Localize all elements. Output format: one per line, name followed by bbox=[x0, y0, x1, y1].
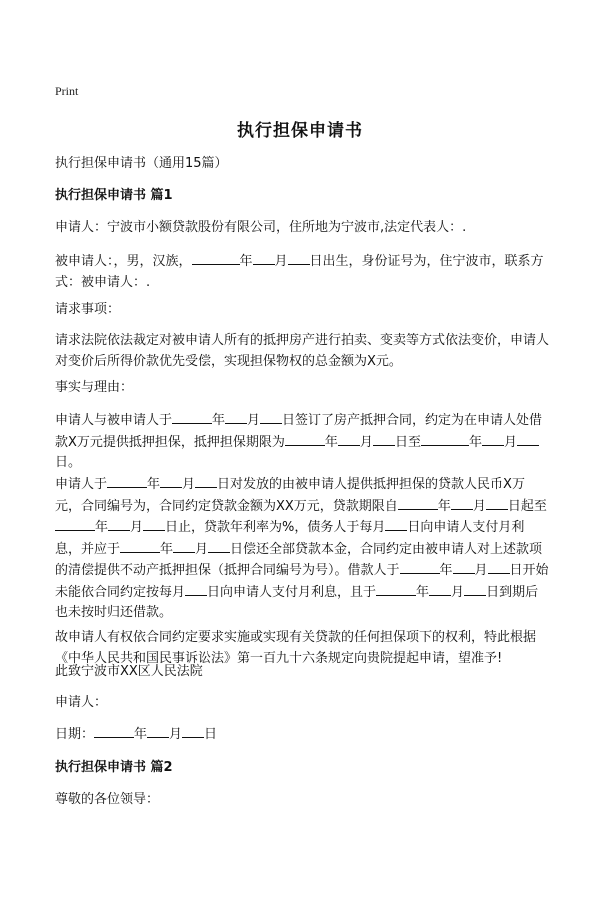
blank-field[interactable] bbox=[143, 517, 165, 531]
blank-field[interactable] bbox=[453, 560, 475, 574]
text-fragment: 年 bbox=[439, 563, 453, 578]
text-fragment: 月 bbox=[472, 498, 486, 514]
conclusion-paragraph: 故申请人有权依合同约定要求实施或实现有关贷款的任何担保项下的权利，特此根据《中华人民共和国民事诉讼法》第一百九十六条规定向贵院提起申请，望准予! bbox=[55, 630, 537, 666]
text-fragment: 日向申请人支付月利息，且于 bbox=[207, 584, 377, 600]
claims-label: 请求事项： bbox=[55, 302, 121, 317]
blank-field[interactable] bbox=[464, 582, 486, 596]
blank-field[interactable] bbox=[107, 474, 147, 488]
blank-field[interactable] bbox=[285, 432, 325, 446]
print-label[interactable]: Print bbox=[55, 84, 79, 98]
blank-field[interactable] bbox=[195, 474, 217, 488]
text-fragment: 月 bbox=[195, 541, 209, 557]
blank-field[interactable] bbox=[373, 432, 395, 446]
text-fragment: 日偿还全部贷款本金，合同约定由被申请人对上述款项的清偿提供不动产抵押担保（抵押合同编号为号）。借款人于 bbox=[55, 541, 543, 578]
applicant-line: 申请人：宁波市小额贷款股份有限公司，住所地为宁波市,法定代表人：. bbox=[55, 220, 467, 235]
blank-field[interactable] bbox=[400, 560, 440, 574]
court-line: 此致宁波市XX区人民法院 bbox=[55, 664, 203, 679]
section1-heading: 执行担保申请书 篇1 bbox=[55, 188, 173, 203]
text-fragment: 月 bbox=[503, 434, 517, 450]
blank-field[interactable] bbox=[482, 432, 504, 446]
text-fragment: 月 bbox=[182, 477, 196, 492]
text-fragment: 月 bbox=[169, 727, 183, 742]
text-fragment: 年 bbox=[416, 584, 430, 600]
text-fragment: 日到期后也未按时归还借款。 bbox=[55, 584, 539, 620]
blank-field[interactable] bbox=[94, 724, 134, 738]
sign-applicant: 申请人： bbox=[55, 695, 108, 710]
text-fragment: 日向申请人支付月利息，并应于 bbox=[55, 520, 525, 557]
text-fragment: 日出生，身份证号为，住宁波市，联系方式：被申请人：. bbox=[55, 254, 544, 290]
text-fragment: 日 bbox=[204, 727, 218, 742]
facts-paragraph-2 bbox=[55, 474, 550, 624]
text-fragment: 月 bbox=[451, 584, 465, 600]
text-fragment: 年 bbox=[95, 520, 109, 535]
intro-line: 执行担保申请书（通用15篇） bbox=[55, 156, 228, 171]
text-fragment: 日起至 bbox=[507, 498, 547, 514]
blank-field[interactable] bbox=[147, 724, 169, 738]
blank-field[interactable] bbox=[120, 539, 160, 553]
text-fragment: 月 bbox=[130, 520, 144, 535]
blank-field[interactable] bbox=[517, 432, 539, 446]
document-title: 执行担保申请书 bbox=[237, 121, 363, 141]
text-fragment: 年 bbox=[239, 254, 253, 269]
blank-field[interactable] bbox=[160, 474, 182, 488]
blank-field[interactable] bbox=[338, 432, 360, 446]
text-fragment: 月 bbox=[474, 563, 488, 578]
text-fragment: 年 bbox=[160, 541, 174, 557]
text-fragment: 月 bbox=[247, 413, 261, 428]
section2-heading: 执行担保申请书 篇2 bbox=[55, 760, 173, 775]
text-fragment: 申请人于 bbox=[55, 477, 108, 492]
blank-field[interactable] bbox=[288, 251, 310, 265]
text-fragment: 日开始未能依合同约定按每月 bbox=[55, 563, 549, 600]
text-fragment: 月 bbox=[359, 434, 373, 450]
text-fragment: 日。 bbox=[55, 455, 82, 470]
blank-field[interactable] bbox=[173, 539, 195, 553]
text-fragment: 年 bbox=[147, 477, 161, 492]
blank-field[interactable] bbox=[385, 517, 407, 531]
text-fragment: 年 bbox=[468, 434, 482, 450]
blank-field[interactable] bbox=[192, 251, 240, 265]
blank-field[interactable] bbox=[208, 539, 230, 553]
respondent-paragraph bbox=[55, 251, 550, 293]
blank-field[interactable] bbox=[182, 724, 204, 738]
blank-field[interactable] bbox=[488, 560, 510, 574]
text-fragment: 年 bbox=[324, 434, 338, 450]
claims-paragraph: 请求法院依法裁定对被申请人所有的抵押房产进行拍卖、变卖等方式依法变价，申请人对变价后所得价款优先受偿，实现担保物权的总金额为X元。 bbox=[55, 333, 550, 369]
blank-field[interactable] bbox=[451, 496, 473, 510]
blank-field[interactable] bbox=[376, 582, 416, 596]
text-fragment: 日期： bbox=[55, 727, 95, 742]
blank-field[interactable] bbox=[55, 517, 95, 531]
text-fragment: 日对发放的由被申请人提供抵押担保的贷款人民币X万元，合同编号为，合同约定贷款金额为XX万元，贷款期限自 bbox=[55, 477, 525, 514]
blank-field[interactable] bbox=[260, 410, 282, 424]
blank-field[interactable] bbox=[185, 582, 207, 596]
facts-paragraph-1 bbox=[55, 410, 550, 474]
blank-field[interactable] bbox=[253, 251, 275, 265]
blank-field[interactable] bbox=[398, 496, 438, 510]
blank-field[interactable] bbox=[429, 582, 451, 596]
text-fragment: 被申请人：，男，汉族， bbox=[55, 254, 192, 269]
facts-label: 事实与理由： bbox=[55, 380, 134, 395]
text-fragment: 日止，贷款年利率为%，债务人于每月 bbox=[165, 520, 386, 535]
text-fragment: 日至 bbox=[394, 434, 421, 450]
blank-field[interactable] bbox=[108, 517, 130, 531]
blank-field[interactable] bbox=[172, 410, 212, 424]
blank-field[interactable] bbox=[486, 496, 508, 510]
greeting-line: 尊敬的各位领导： bbox=[55, 792, 160, 807]
text-fragment: 年 bbox=[212, 413, 226, 428]
text-fragment: 日签订了房产抵押合同，约定为在申请人处借款X万元提供抵押担保，抵押担保期限为 bbox=[55, 413, 543, 450]
blank-field[interactable] bbox=[225, 410, 247, 424]
date-line bbox=[55, 724, 550, 746]
blank-field[interactable] bbox=[421, 432, 469, 446]
text-fragment: 月 bbox=[274, 254, 288, 269]
text-fragment: 年 bbox=[437, 498, 451, 514]
text-fragment: 申请人与被申请人于 bbox=[55, 413, 173, 428]
text-fragment: 年 bbox=[134, 727, 148, 742]
